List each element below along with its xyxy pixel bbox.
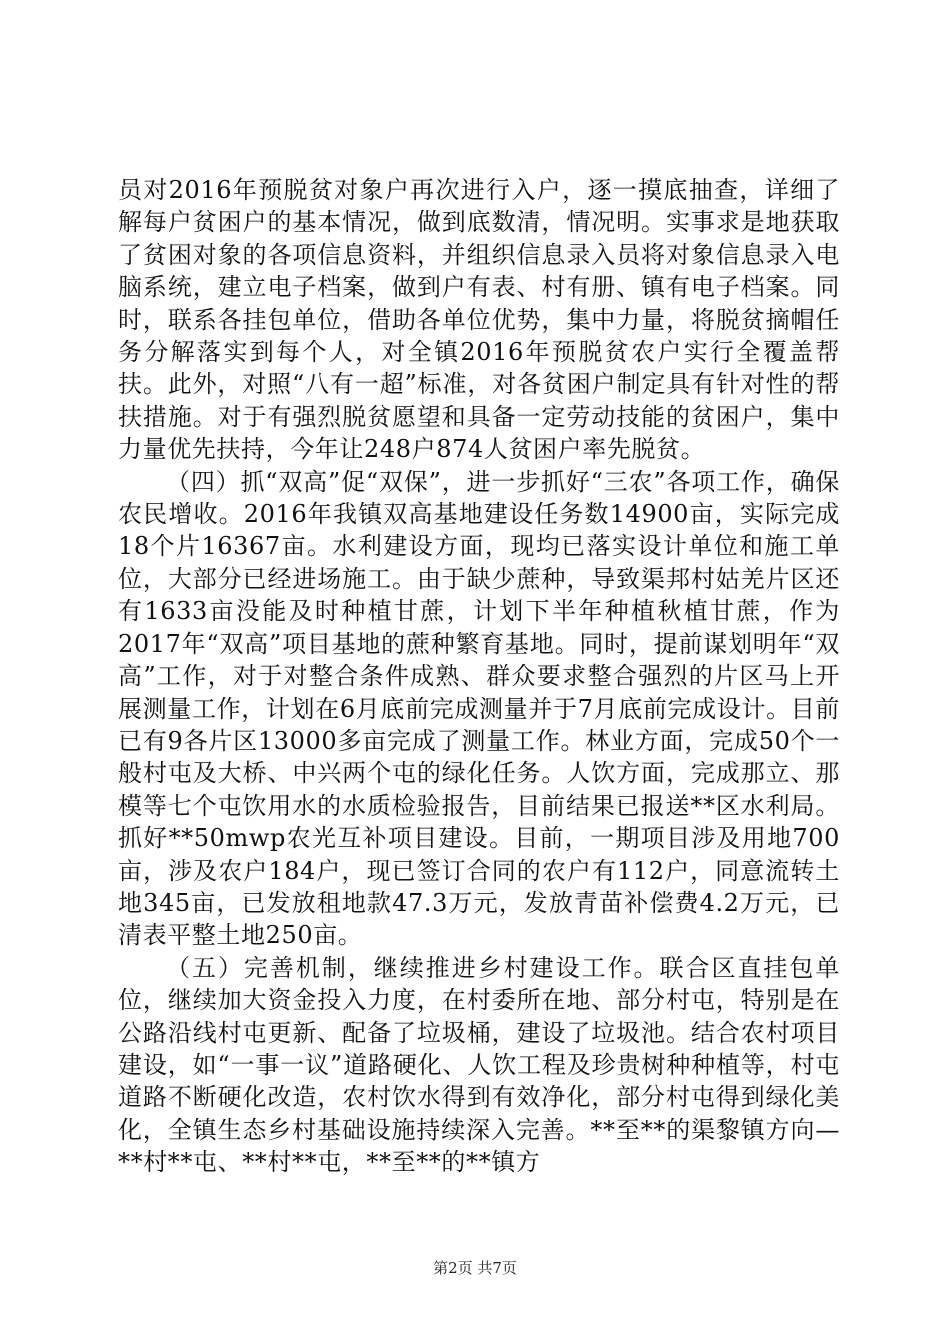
paragraph-section-four: （四）抓“双高”促“双保”，进一步抓好“三农”各项工作，确保农民增收。2016年我镇双高基地建设任务数14900亩，实际完成18个片16367亩。水利建设方面，现均已落实设计单位和施工单位，大部分已经进场施工。由于缺少蔗种，导致渠邦村姑羌片区还有1633亩没能及时种植甘蔗，计划下半年种植秋植甘蔗，作为2017年“双高”项目基地的蔗种繁育基地。同时，提前谋划明年“双高”工作，对于对整合条件成熟、群众要求整合强烈的片区马上开展测量工作，计划在6月底前完成测量并于7月底前完成设计。目前已有9各片区13000多亩完成了测量工作。林业方面，完成50个一般村屯及大桥、中兴两个屯的绿化任务。人饮方面，完成那立、那模等七个屯饮用水的水质检验报告，目前结果已报送**区水利局。抓好**50mwp农光互补项目建设。目前，一期项目涉及用地700亩，涉及农户184户，现已签订合同的农户有112户，同意流转土地345亩，已发放租地款47.3万元，发放青苗补偿费4.2万元，已清表平整土地250亩。 — [118, 467, 840, 950]
paragraph-section-five: （五）完善机制，继续推进乡村建设工作。联合区直挂包单位，继续加大资金投入力度，在村委所在地、部分村屯，特别是在公路沿线村屯更新、配备了垃圾桶，建设了垃圾池。结合农村项目建设，如“一事一议”道路硬化、人饮工程及珍贵树种种植等，村屯道路不断硬化改造，农村饮水得到有效净化，部分村屯得到绿化美化，全镇生态乡村基础设施持续深入完善。**至**的渠黎镇方向—**村**屯、**村**屯，**至**的**镇方 — [118, 953, 840, 1177]
paragraph-continued: 员对2016年预脱贫对象户再次进行入户，逐一摸底抽查，详细了解每户贫困户的基本情况，做到底数清，情况明。实事求是地获取了贫困对象的各项信息资料，并组织信息录入员将对象信息录入电脑系统，建立电子档案，做到户有表、村有册、镇有电子档案。同时，联系各挂包单位，借助各单位优势，集中力量，将脱贫摘帽任务分解落实到每个人，对全镇2016年预脱贫农户实行全覆盖帮扶。此外，对照“八有一超”标准，对各贫困户制定具有针对性的帮扶措施。对于有强烈脱贫愿望和具备一定劳动技能的贫困户，集中力量优先扶持，今年让248户874人贫困户率先脱贫。 — [118, 176, 840, 464]
document-body — [118, 174, 840, 1179]
page-footer: 第2页 共7页 — [433, 1259, 517, 1277]
